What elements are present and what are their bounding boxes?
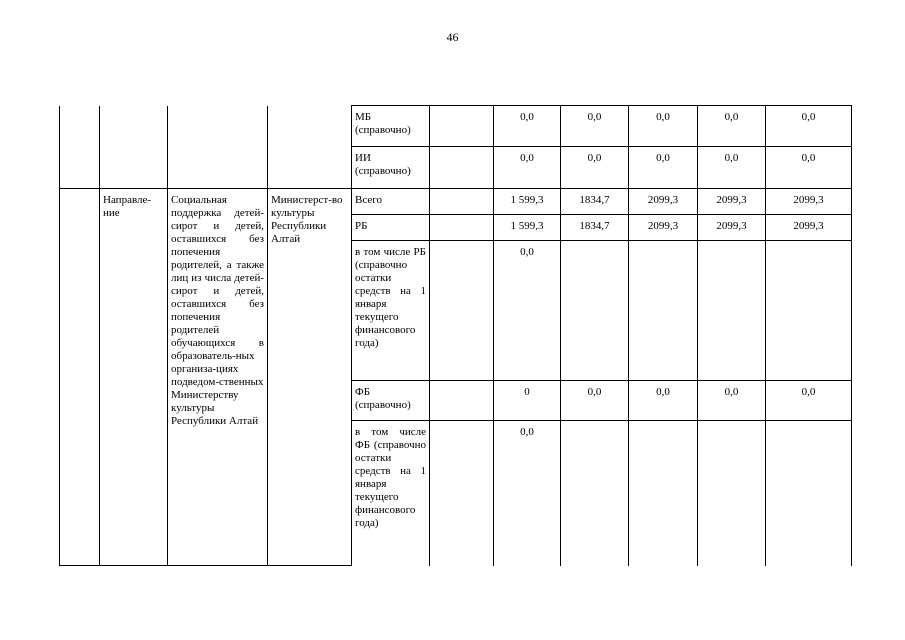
value-cell: 0,0: [698, 147, 766, 189]
value-cell: 2099,3: [698, 215, 766, 241]
budget-table: [59, 105, 852, 566]
table-row: [60, 189, 852, 215]
empty-cell: [430, 215, 494, 241]
empty-cell: [60, 106, 100, 189]
value-cell: [766, 421, 852, 566]
empty-cell: [268, 106, 352, 189]
executor-cell: Министерст-во культуры Республики Алтай: [268, 189, 352, 566]
value-cell: 0,0: [494, 241, 561, 381]
empty-cell: [168, 106, 268, 189]
direction-description-cell: Социальная поддержка детей-сирот и детей, оставшихся без попечения родителей, а также лиц из числа детей-сирот и детей, оставшихся без попечения родителей обучающихся в образователь-ных организа-циях подведом-ственных Министерству культуры Республики Алтай: [168, 189, 268, 566]
funding-source-cell: в том числе РБ (справочно остатки средств на 1 января текущего финансового года): [352, 241, 430, 381]
value-cell: 0,0: [494, 106, 561, 147]
value-cell: 0,0: [629, 147, 698, 189]
value-cell: [629, 241, 698, 381]
value-cell: [698, 421, 766, 566]
table-row: [60, 106, 852, 147]
value-cell: 1 599,3: [494, 189, 561, 215]
value-cell: 0,0: [494, 421, 561, 566]
value-cell: [561, 421, 629, 566]
value-cell: 0,0: [766, 147, 852, 189]
value-cell: 2099,3: [766, 189, 852, 215]
empty-cell: [60, 189, 100, 566]
direction-label-cell: Направле- ние: [100, 189, 168, 566]
empty-cell: [430, 106, 494, 147]
value-cell: [629, 421, 698, 566]
page-number: 46: [446, 30, 459, 44]
value-cell: [561, 241, 629, 381]
empty-cell: [430, 147, 494, 189]
value-cell: 0,0: [766, 381, 852, 421]
funding-source-cell: РБ: [352, 215, 430, 241]
value-cell: [766, 241, 852, 381]
value-cell: 2099,3: [629, 215, 698, 241]
value-cell: 0,0: [561, 147, 629, 189]
value-cell: 0: [494, 381, 561, 421]
empty-cell: [430, 241, 494, 381]
value-cell: 0,0: [629, 381, 698, 421]
value-cell: 2099,3: [698, 189, 766, 215]
value-cell: 0,0: [766, 106, 852, 147]
funding-source-cell: ИИ (справочно): [352, 147, 430, 189]
value-cell: 2099,3: [629, 189, 698, 215]
value-cell: 1834,7: [561, 189, 629, 215]
funding-source-cell: в том числе ФБ (справочно остатки средств на 1 января текущего финансового года): [352, 421, 430, 566]
value-cell: 1 599,3: [494, 215, 561, 241]
funding-source-cell: Всего: [352, 189, 430, 215]
value-cell: 0,0: [698, 106, 766, 147]
funding-source-cell: МБ (справочно): [352, 106, 430, 147]
empty-cell: [430, 381, 494, 421]
value-cell: [698, 241, 766, 381]
value-cell: 0,0: [698, 381, 766, 421]
value-cell: 0,0: [494, 147, 561, 189]
funding-source-cell: ФБ (справочно): [352, 381, 430, 421]
value-cell: 0,0: [629, 106, 698, 147]
empty-cell: [430, 189, 494, 215]
value-cell: 2099,3: [766, 215, 852, 241]
value-cell: 1834,7: [561, 215, 629, 241]
empty-cell: [100, 106, 168, 189]
value-cell: 0,0: [561, 381, 629, 421]
value-cell: 0,0: [561, 106, 629, 147]
empty-cell: [430, 421, 494, 566]
